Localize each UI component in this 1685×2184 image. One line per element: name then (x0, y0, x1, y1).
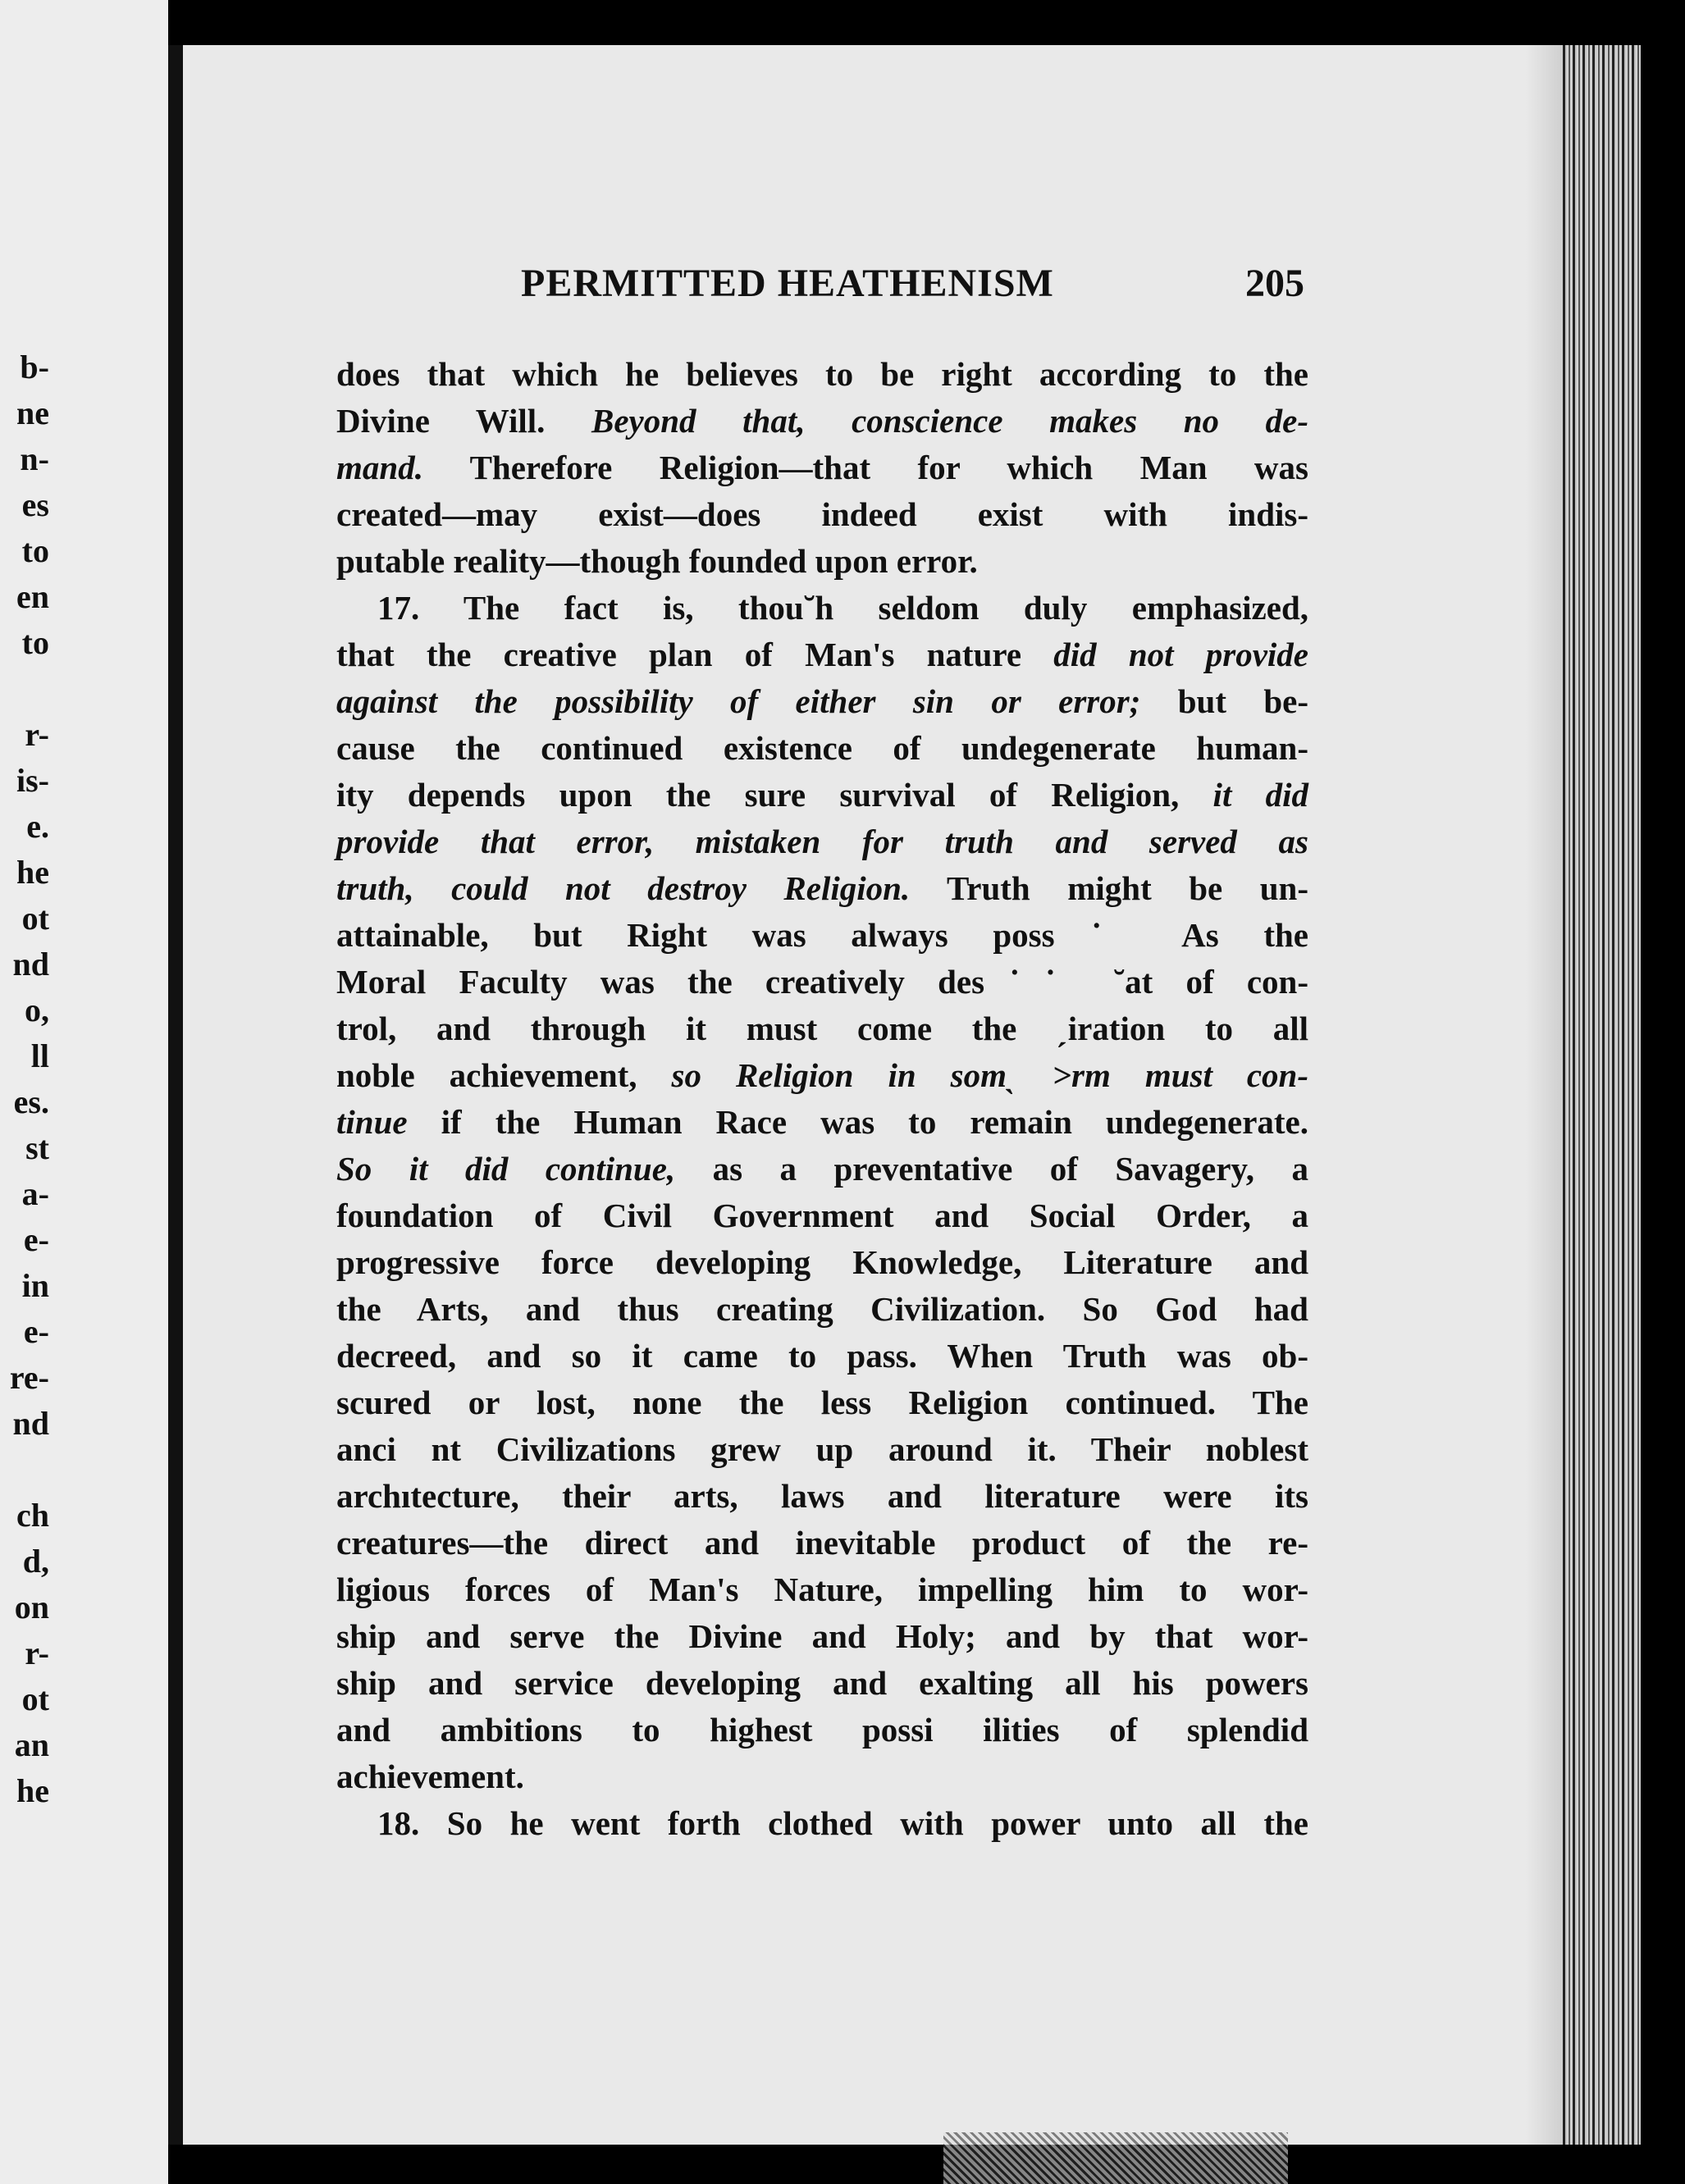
text-segment: archıtecture, their arts, laws and literature were its (336, 1477, 1308, 1515)
facing-page-fragment: es (21, 486, 49, 523)
text-segment: putable reality—though founded upon error. (336, 542, 978, 580)
text-line (336, 772, 1308, 818)
text-segment: noble achievement, (336, 1056, 672, 1094)
text-line (336, 351, 1308, 398)
text-line (336, 1613, 1308, 1660)
text-segment: cause the continued existence of undegenerate human- (336, 729, 1308, 767)
facing-page-fragment: e- (23, 1313, 49, 1350)
scan-artifact (943, 2132, 1288, 2184)
text-line (336, 585, 1308, 631)
facing-page-fragment: to (21, 624, 49, 661)
facing-page-fragment: e. (26, 808, 49, 845)
body-text (336, 351, 1308, 1847)
facing-page-fragment: an (14, 1726, 49, 1763)
page-block-edges (1563, 45, 1641, 2145)
facing-page-fragment: st (25, 1129, 49, 1166)
facing-page-fragment: he (16, 854, 49, 891)
facing-page-fragment: ot (21, 1680, 49, 1717)
italic-text: tinue (336, 1103, 408, 1141)
text-segment: creatures—the direct and inevitable product of the re- (336, 1524, 1308, 1562)
text-segment: decreed, and so it came to pass. When Truth was ob- (336, 1337, 1308, 1375)
text-segment: the Arts, and thus creating Civilization. So God had (336, 1290, 1308, 1328)
text-line (336, 1379, 1308, 1426)
text-segment: Divine Will. (336, 402, 592, 440)
text-segment: if the Human Race was to remain undegenerate. (407, 1103, 1308, 1141)
facing-page-fragment: e- (23, 1221, 49, 1258)
italic-text: so Religion in somˎ ˃rm must con- (671, 1056, 1308, 1094)
text-segment: Moral Faculty was the creatively des˙˙ ˘at of con- (336, 963, 1308, 1001)
text-line (336, 445, 1308, 491)
italic-text: it did (1212, 776, 1308, 814)
facing-page-fragment: b- (20, 349, 49, 385)
facing-page-fragment: r- (25, 1635, 49, 1671)
text-line (336, 1192, 1308, 1239)
facing-page-fragment: ot (21, 900, 49, 937)
italic-text: provide that error, mistaken for truth and served as (336, 823, 1308, 860)
text-line (336, 959, 1308, 1005)
text-segment: scured or lost, none the less Religion continued. The (336, 1384, 1308, 1421)
text-segment: that the creative plan of Man's nature (336, 636, 1054, 673)
text-segment: foundation of Civil Government and Social Order, a (336, 1197, 1308, 1234)
text-line (336, 1333, 1308, 1379)
facing-page-fragment: n- (20, 440, 49, 477)
text-segment: as a preventative of Savagery, a (675, 1150, 1308, 1188)
text-segment: 17. The fact is, thou˘h seldom duly emphasized, (377, 589, 1308, 627)
facing-page-fragment: nd (12, 1405, 49, 1442)
text-line (336, 1800, 1308, 1847)
facing-page-fragment: r- (25, 716, 49, 753)
text-segment: Truth might be un- (910, 869, 1308, 907)
text-line (336, 1707, 1308, 1753)
text-line (336, 1660, 1308, 1707)
text-line (336, 818, 1308, 865)
text-segment: but be- (1140, 682, 1308, 720)
text-segment: ship and serve the Divine and Holy; and by that wor- (336, 1617, 1308, 1655)
facing-page-fragment (0, 1447, 49, 1493)
facing-page-fragment: to (21, 532, 49, 569)
text-line (336, 538, 1308, 585)
text-line (336, 1473, 1308, 1520)
text-segment: ligious forces of Man's Nature, impelling him to wor- (336, 1571, 1308, 1608)
text-segment: achievement. (336, 1758, 524, 1795)
facing-page-fragment: in (21, 1267, 49, 1304)
text-segment: progressive force developing Knowledge, Literature and (336, 1243, 1308, 1281)
text-segment: trol, and through it must come the ˏiration to all (336, 1010, 1308, 1047)
italic-text: truth, could not destroy Religion. (336, 869, 911, 907)
running-title: PERMITTED HEATHENISM (521, 262, 1054, 305)
text-segment: Therefore Religion—that for which Man was (422, 449, 1308, 486)
text-segment: created—may exist—does indeed exist with indis- (336, 495, 1308, 533)
text-line (336, 725, 1308, 772)
facing-page-text-fragments (0, 344, 49, 1814)
text-line (336, 1426, 1308, 1473)
italic-text: mand. (336, 449, 423, 486)
text-segment: attainable, but Right was always poss˙ As the (336, 916, 1308, 954)
italic-text: So it did continue, (336, 1150, 676, 1188)
facing-page-fragment: ll (30, 1037, 49, 1074)
facing-page-fragment: ne (16, 394, 49, 431)
facing-page-fragment: re- (9, 1359, 49, 1396)
text-segment: ship and service developing and exalting all his powers (336, 1664, 1308, 1702)
text-line (336, 1052, 1308, 1099)
text-line (336, 1005, 1308, 1052)
text-line (336, 398, 1308, 445)
facing-page (0, 0, 168, 2184)
italic-text: did not provide (1053, 636, 1309, 673)
facing-page-fragment: o, (25, 992, 49, 1028)
text-line (336, 491, 1308, 538)
text-segment: 18. So he went forth clothed with power unto all the (377, 1804, 1308, 1842)
text-line (336, 1146, 1308, 1192)
facing-page-fragment: on (14, 1589, 49, 1625)
page-number: 205 (1245, 262, 1304, 305)
text-segment: and ambitions to highest possi ilities of splendid (336, 1711, 1308, 1749)
text-line (336, 912, 1308, 959)
text-line (336, 631, 1308, 678)
italic-text: Beyond that, conscience makes no de- (591, 402, 1308, 440)
page-header (336, 261, 1304, 310)
facing-page-fragment: es. (13, 1083, 49, 1120)
text-line (336, 1753, 1308, 1800)
text-line (336, 678, 1308, 725)
facing-page-fragment: a- (21, 1175, 49, 1212)
facing-page-fragment: ch (16, 1497, 49, 1534)
facing-page-fragment: en (16, 578, 49, 615)
text-line (336, 1286, 1308, 1333)
text-line (336, 1239, 1308, 1286)
text-line (336, 1566, 1308, 1613)
facing-page-fragment: nd (12, 946, 49, 983)
text-line (336, 1520, 1308, 1566)
text-line (336, 1099, 1308, 1146)
text-line (336, 865, 1308, 912)
facing-page-fragment: d, (22, 1543, 49, 1580)
text-segment: ity depends upon the sure survival of Religion, (336, 776, 1213, 814)
text-segment: does that which he believes to be right according to the (336, 355, 1308, 393)
facing-page-fragment (0, 666, 49, 712)
gutter-shadow (168, 45, 183, 2145)
text-segment: anci nt Civilizations grew up around it. Their noblest (336, 1430, 1308, 1468)
italic-text: against the possibility of either sin or error; (336, 682, 1141, 720)
facing-page-fragment: is- (16, 762, 49, 799)
facing-page-fragment: he (16, 1772, 49, 1809)
page-edge-shadow (1526, 45, 1563, 2145)
